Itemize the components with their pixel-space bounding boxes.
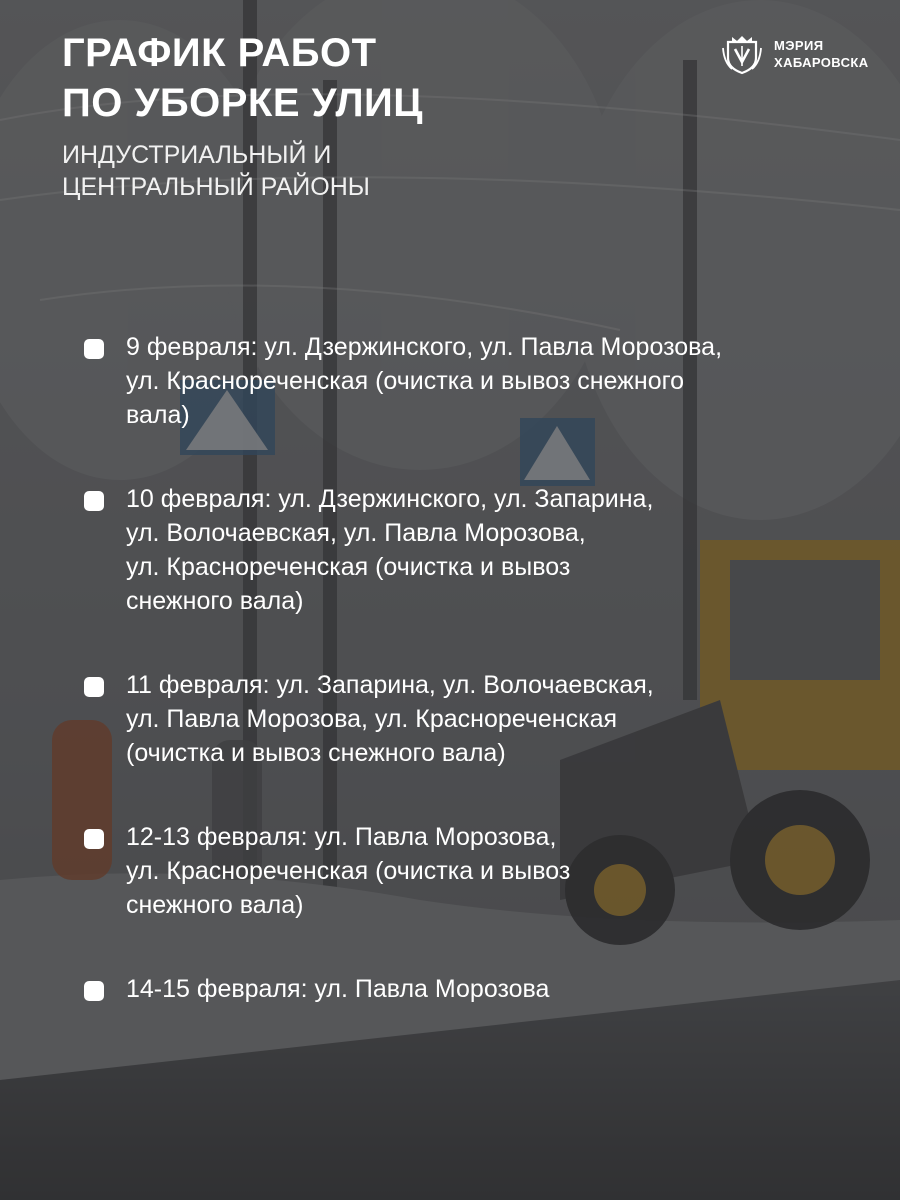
schedule-line: снежного вала): [126, 891, 304, 919]
schedule-line: вала): [126, 401, 190, 429]
schedule-line: 9 февраля: ул. Дзержинского, ул. Павла Морозова,: [126, 333, 723, 361]
subtitle-line: ИНДУСТРИАЛЬНЫЙ И: [62, 141, 332, 169]
schedule-line: ул. Краснореченская (очистка и вывоз: [126, 857, 571, 885]
city-hall-logo: [720, 32, 869, 76]
title-line: ГРАФИК РАБОТ: [62, 31, 377, 75]
logo-line: МЭРИЯ: [774, 38, 824, 53]
schedule-item: [84, 972, 864, 1006]
schedule-item-text: [126, 820, 864, 922]
schedule-line: ул. Волочаевская, ул. Павла Морозова,: [126, 519, 586, 547]
schedule-line: (очистка и вывоз снежного вала): [126, 739, 506, 767]
schedule-item: [84, 820, 864, 922]
cleaning-schedule-list: [84, 330, 864, 1056]
schedule-item-text: [126, 482, 864, 618]
page-title: [62, 28, 423, 128]
schedule-line: ул. Краснореченская (очистка и вывоз: [126, 553, 571, 581]
title-line: ПО УБОРКЕ УЛИЦ: [62, 81, 424, 125]
schedule-item: [84, 482, 864, 618]
schedule-line: снежного вала): [126, 587, 304, 615]
schedule-line: ул. Краснореченская (очистка и вывоз снежного: [126, 367, 685, 395]
schedule-item: [84, 330, 864, 432]
schedule-line: ул. Павла Морозова, ул. Краснореченская: [126, 705, 618, 733]
schedule-line: 12-13 февраля: ул. Павла Морозова,: [126, 823, 557, 851]
schedule-line: 11 февраля: ул. Запарина, ул. Волочаевская,: [126, 671, 654, 699]
schedule-line: 10 февраля: ул. Дзержинского, ул. Запарина,: [126, 485, 654, 513]
bullet-icon: [84, 981, 104, 1001]
subtitle-line: ЦЕНТРАЛЬНЫЙ РАЙОНЫ: [62, 173, 370, 201]
bullet-icon: [84, 829, 104, 849]
logo-line: ХАБАРОВСКА: [774, 55, 869, 70]
page-subtitle: [62, 139, 370, 203]
schedule-line: 14-15 февраля: ул. Павла Морозова: [126, 975, 550, 1003]
bullet-icon: [84, 677, 104, 697]
schedule-item-text: [126, 972, 864, 1006]
schedule-item-text: [126, 330, 864, 432]
city-emblem-icon: [720, 32, 764, 76]
logo-text: [774, 37, 869, 71]
bullet-icon: [84, 339, 104, 359]
schedule-item: [84, 668, 864, 770]
schedule-item-text: [126, 668, 864, 770]
bullet-icon: [84, 491, 104, 511]
